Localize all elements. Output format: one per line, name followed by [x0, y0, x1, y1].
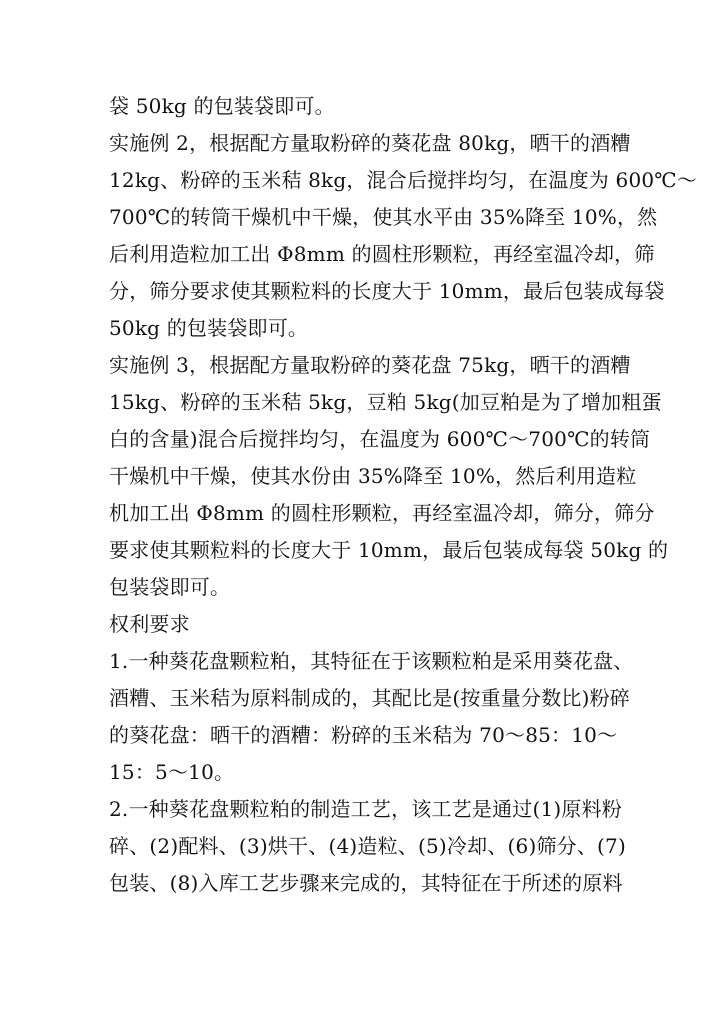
text-line: 实施例 2，根据配方量取粉碎的葵花盘 80kg，晒干的酒糟 — [109, 131, 631, 155]
text-line: 白的含量)混合后搅拌均匀，在温度为 600℃～700℃的转筒 — [109, 427, 651, 451]
text-line: 包装袋即可。 — [109, 575, 231, 599]
text-line: 12kg、粉碎的玉米秸 8kg，混合后搅拌均匀，在温度为 600℃～ — [109, 168, 698, 192]
text-line: 干燥机中干燥，使其水份由 35%降至 10%，然后利用造粒 — [109, 464, 637, 488]
text-line: 机加工出 Φ8mm 的圆柱形颗粒，再经室温冷却，筛分，筛分 — [109, 501, 655, 525]
text-line: 50kg 的包装袋即可。 — [109, 316, 309, 340]
text-line: 后利用造粒加工出 Φ8mm 的圆柱形颗粒，再经室温冷却，筛 — [109, 242, 655, 266]
text-line: 的葵花盘：晒干的酒糟：粉碎的玉米秸为 70～85：10～ — [109, 723, 618, 747]
text-line: 要求使其颗粒料的长度大于 10mm，最后包装成每袋 50kg 的 — [109, 538, 669, 562]
text-line: 碎、(2)配料、(3)烘干、(4)造粒、(5)冷却、(6)筛分、(7) — [109, 834, 626, 858]
text-line: 15kg、粉碎的玉米秸 5kg，豆粕 5kg(加豆粕是为了增加粗蛋 — [109, 390, 662, 414]
text-line: 15：5～10。 — [109, 760, 235, 784]
document-body — [109, 88, 698, 902]
text-line: 分，筛分要求使其颗粒料的长度大于 10mm，最后包装成每袋 — [109, 279, 665, 303]
section-heading: 权利要求 — [109, 612, 190, 636]
text-line: 700℃的转筒干燥机中干燥，使其水平由 35%降至 10%，然 — [109, 205, 658, 229]
text-line: 2.一种葵花盘颗粒粕的制造工艺，该工艺是通过(1)原料粉 — [109, 797, 623, 821]
text-line: 袋 50kg 的包装袋即可。 — [109, 94, 335, 118]
text-line: 包装、(8)入库工艺步骤来完成的，其特征在于所述的原料 — [109, 871, 623, 895]
text-line: 1.一种葵花盘颗粒粕，其特征在于该颗粒粕是采用葵花盘、 — [109, 649, 634, 673]
text-line: 实施例 3，根据配方量取粉碎的葵花盘 75kg，晒干的酒糟 — [109, 353, 631, 377]
text-line: 酒糟、玉米秸为原料制成的，其配比是(按重量分数比)粉碎 — [109, 686, 631, 710]
